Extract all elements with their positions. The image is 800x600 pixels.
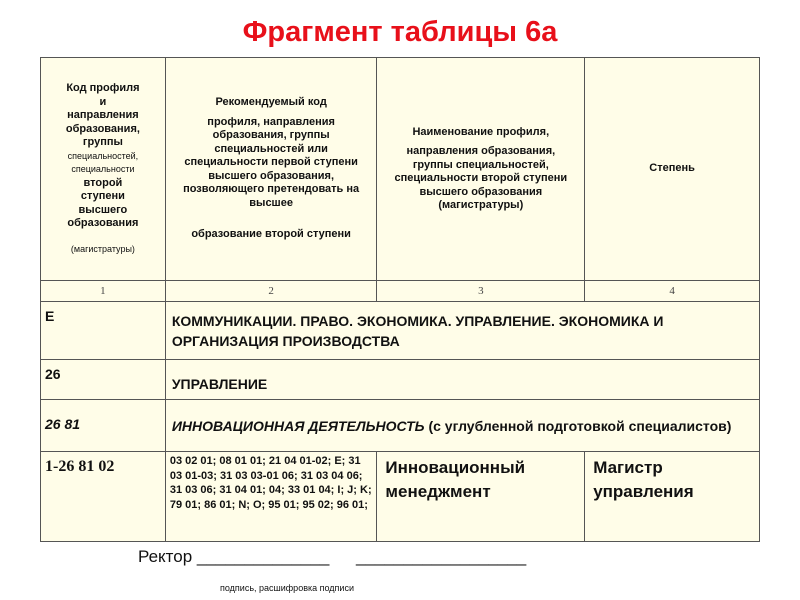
header-text: направления [67, 109, 139, 121]
header-text: направления образования, группы специальностей, специальности второй ступени высшего образования (магистратуры) [394, 145, 568, 211]
row-text [165, 400, 759, 452]
header-text: (магистратуры) [70, 243, 135, 254]
qualification-table [40, 57, 760, 542]
header-text: второй [83, 176, 123, 189]
header-text: и [99, 95, 107, 108]
header-text: образование второй ступени [191, 228, 351, 241]
header-row [41, 58, 760, 281]
row-code: Е [41, 302, 166, 360]
column-number: 1 [41, 281, 166, 302]
column-number: 3 [377, 281, 585, 302]
row-degree: Магистр управления [585, 452, 760, 542]
column-number: 2 [165, 281, 377, 302]
row-text: УПРАВЛЕНИЕ [165, 360, 759, 400]
table-row [41, 400, 760, 452]
row-recommended-codes: 03 02 01; 08 01 01; 21 04 01-02; E; 31 03 01-03; 31 03 03-01 06; 31 03 04 06; 31 03 06; 31 04 01; 04; 33 01 04; I; J; K; 79 01; 86 01; N; O; 95 01; 95 02; 96 01; [165, 452, 377, 542]
header-text: специальности [71, 164, 135, 174]
signature-blank: ______________ [196, 547, 330, 566]
header-col3 [377, 58, 585, 281]
rector-label: Ректор [138, 547, 193, 566]
row-code: 26 81 [41, 400, 166, 452]
table-row [41, 302, 760, 360]
header-text: ступени [80, 190, 125, 202]
row-code: 1-26 81 02 [41, 452, 166, 542]
signature-line [138, 547, 526, 567]
row-code: 26 [41, 360, 166, 400]
header-text: Рекомендуемый код [215, 96, 327, 109]
column-number: 4 [585, 281, 760, 302]
column-numbers-row [41, 281, 760, 302]
header-text: образования [67, 217, 139, 229]
header-text: образования, [65, 122, 140, 135]
header-text: высшего [78, 203, 128, 216]
row-text-italic: ИННОВАЦИОННАЯ ДЕЯТЕЛЬНОСТЬ [171, 417, 425, 434]
header-text: профиля, направления образования, группы специальностей или специальности первой ступени высшего образования, позволяющего претендовать на высшее [183, 115, 360, 209]
table-row [41, 452, 760, 542]
header-text: Код профиля [66, 82, 140, 94]
name-blank: __________________ [356, 547, 527, 566]
signature-caption: подпись, расшифровка подписи [220, 583, 354, 593]
row-text-rest: (с углубленной подготовкой специалистов) [424, 417, 732, 434]
page-title: Фрагмент таблицы 6а [242, 16, 558, 48]
row-text: КОММУНИКАЦИИ. ПРАВО. ЭКОНОМИКА. УПРАВЛЕНИЕ. ЭКОНОМИКА И ОРГАНИЗАЦИЯ ПРОИЗВОДСТВА [165, 302, 759, 360]
row-profile-name: Инновационный менеджмент [377, 452, 585, 542]
header-col1 [41, 58, 166, 281]
header-col2 [165, 58, 377, 281]
header-text: группы [82, 136, 123, 148]
header-col4: Степень [585, 58, 760, 281]
header-text: специальностей, [67, 150, 139, 161]
table-row [41, 360, 760, 400]
header-text: Наименование профиля, [412, 125, 550, 138]
